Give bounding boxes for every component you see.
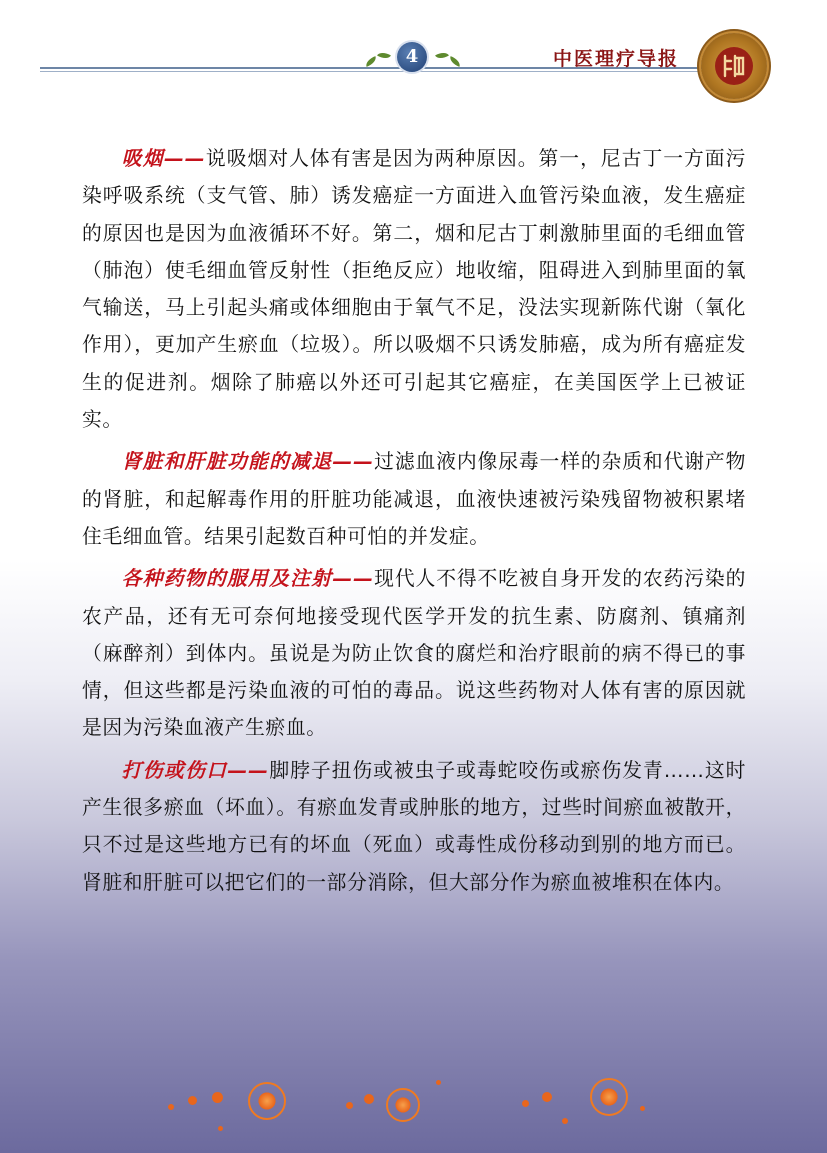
paragraph-text: 脚脖子扭伤或被虫子或毒蛇咬伤或瘀伤发青……这时产生很多瘀血（坏血）。有瘀血发青或肿胀的地方，过些时间瘀血被散开，只不过是这些地方已有的坏血（死血）或毒性成份移动到别的地方而已。肾脏和肝脏可以把它们的一部分消除，但大部分作为瘀血被堆积在体内。: [82, 758, 746, 894]
keyword-dash: ——: [332, 450, 374, 474]
keyword-dash: ——: [332, 567, 374, 591]
decor-dot: [188, 1096, 197, 1105]
keyword-injury: 打伤或伤口: [121, 758, 228, 782]
leaf-ornament-icon: [448, 56, 462, 67]
paragraph-kidney-liver: [82, 443, 746, 555]
decor-dot: [640, 1106, 645, 1111]
decor-dot: [562, 1118, 568, 1124]
page-number: 4: [397, 42, 427, 72]
keyword-dash: ——: [227, 758, 269, 782]
decor-ring: [386, 1088, 420, 1122]
decor-dot: [168, 1104, 174, 1110]
paragraph-text: 现代人不得不吃被自身开发的农药污染的农产品，还有无可奈何地接受现代医学开发的抗生素、防腐剂、镇痛剂（麻醉剂）到体内。虽说是为防止饮食的腐烂和治疗眼前的病不得已的事情，但这些都是污染血液的可怕的毒品。说这些药物对人体有害的原因就是因为污染血液产生瘀血。: [82, 567, 746, 740]
keyword-medication: 各种药物的服用及注射: [121, 567, 333, 591]
decor-dot: [346, 1102, 353, 1109]
header-rule-thin: [40, 71, 720, 72]
decor-dot: [364, 1094, 374, 1104]
paragraph-injury: [82, 752, 746, 901]
decor-dot: [218, 1126, 223, 1131]
leaf-ornament-icon: [364, 56, 378, 67]
leaf-ornament-icon: [435, 49, 449, 61]
seal-logo-icon: [701, 33, 767, 99]
paragraph-text: 过滤血液内像尿毒一样的杂质和代谢产物的肾脏，和起解毒作用的肝脏功能减退，血液快速被污染残留物被积累堵住毛细血管。结果引起数百种可怕的并发症。: [82, 450, 746, 548]
decor-dot: [522, 1100, 529, 1107]
keyword-smoking: 吸烟: [121, 147, 164, 170]
journal-title: 中医理疗导报: [553, 48, 680, 70]
seal-glyph-icon: [715, 47, 753, 85]
paragraph-smoking: [82, 140, 746, 438]
keyword-kidney-liver: 肾脏和肝脏功能的减退: [121, 450, 333, 474]
paragraph-text: 说吸烟对人体有害是因为两种原因。第一，尼古丁一方面污染呼吸系统（支气管、肺）诱发癌症一方面进入血管污染血液，发生癌症的原因也是因为血液循环不好。第二，烟和尼古丁刺激肺里面的毛细血管（肺泡）使毛细血管反射性（拒绝反应）地收缩，阻碍进入到肺里面的氧气输送，马上引起头痛或体细胞由于氧气不足，没法实现新陈代谢（氧化作用），更加产生瘀血（垃圾）。所以吸烟不只诱发肺癌，成为所有癌症发生的促进剂。烟除了肺癌以外还可引起其它癌症，在美国医学上已被证实。: [82, 147, 746, 432]
footer-decoration: [150, 1070, 670, 1150]
paragraph-medication: [82, 560, 746, 746]
page-header: [0, 0, 827, 100]
decor-ring: [590, 1078, 628, 1116]
keyword-dash: ——: [163, 147, 206, 170]
decor-dot: [436, 1080, 441, 1085]
leaf-ornament-icon: [377, 49, 391, 61]
seal-character: [715, 47, 753, 85]
article-body: [82, 140, 746, 901]
decor-ring: [248, 1082, 286, 1120]
decor-dot: [542, 1092, 552, 1102]
decor-dot: [212, 1092, 223, 1103]
